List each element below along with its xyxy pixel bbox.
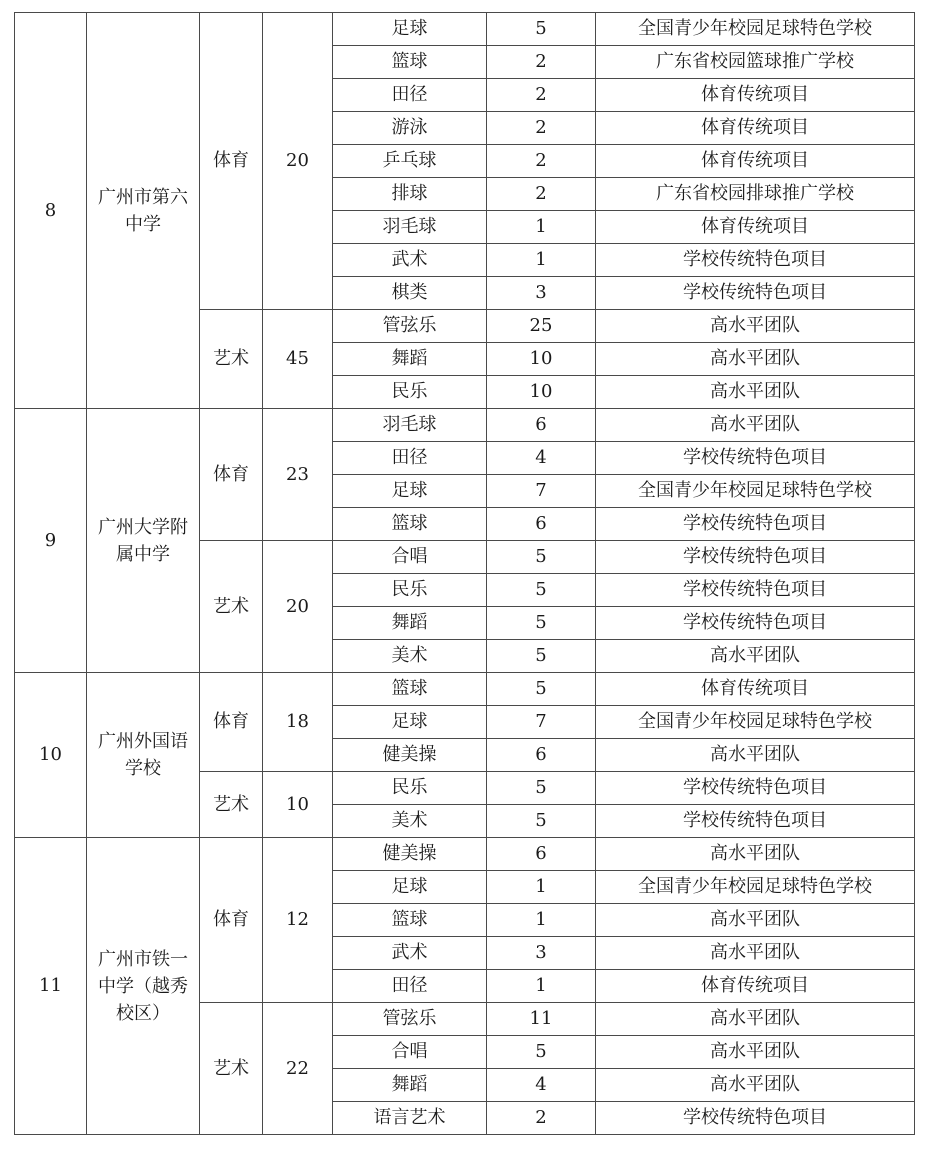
level-cell: 体育传统项目 xyxy=(596,673,915,706)
category-total-cell: 22 xyxy=(263,1003,333,1135)
project-cell: 合唱 xyxy=(333,541,487,574)
count-cell: 1 xyxy=(487,211,596,244)
category-total-cell: 12 xyxy=(263,838,333,1003)
project-cell: 健美操 xyxy=(333,838,487,871)
level-cell: 学校传统特色项目 xyxy=(596,1102,915,1135)
project-cell: 田径 xyxy=(333,970,487,1003)
count-cell: 5 xyxy=(487,673,596,706)
project-cell: 民乐 xyxy=(333,772,487,805)
count-cell: 6 xyxy=(487,409,596,442)
project-cell: 舞蹈 xyxy=(333,1069,487,1102)
level-cell: 高水平团队 xyxy=(596,409,915,442)
count-cell: 5 xyxy=(487,13,596,46)
category-cell: 体育 xyxy=(200,838,263,1003)
school-name-cell: 广州市铁一中学（越秀校区） xyxy=(87,838,200,1135)
level-cell: 体育传统项目 xyxy=(596,79,915,112)
category-cell: 艺术 xyxy=(200,1003,263,1135)
project-cell: 足球 xyxy=(333,13,487,46)
count-cell: 1 xyxy=(487,904,596,937)
count-cell: 1 xyxy=(487,244,596,277)
count-cell: 2 xyxy=(487,79,596,112)
project-cell: 羽毛球 xyxy=(333,409,487,442)
level-cell: 学校传统特色项目 xyxy=(596,277,915,310)
table-row xyxy=(15,409,915,442)
school-number-cell: 8 xyxy=(15,13,87,409)
table-body xyxy=(15,13,915,1135)
project-cell: 乒乓球 xyxy=(333,145,487,178)
level-cell: 体育传统项目 xyxy=(596,112,915,145)
school-number-cell: 10 xyxy=(15,673,87,838)
level-cell: 高水平团队 xyxy=(596,904,915,937)
project-cell: 武术 xyxy=(333,244,487,277)
category-cell: 艺术 xyxy=(200,310,263,409)
project-cell: 篮球 xyxy=(333,508,487,541)
project-cell: 田径 xyxy=(333,79,487,112)
level-cell: 高水平团队 xyxy=(596,343,915,376)
project-cell: 田径 xyxy=(333,442,487,475)
level-cell: 全国青少年校园足球特色学校 xyxy=(596,706,915,739)
count-cell: 10 xyxy=(487,343,596,376)
school-name-cell: 广州外国语学校 xyxy=(87,673,200,838)
count-cell: 10 xyxy=(487,376,596,409)
level-cell: 高水平团队 xyxy=(596,739,915,772)
count-cell: 7 xyxy=(487,475,596,508)
count-cell: 2 xyxy=(487,145,596,178)
level-cell: 高水平团队 xyxy=(596,1003,915,1036)
level-cell: 高水平团队 xyxy=(596,937,915,970)
level-cell: 体育传统项目 xyxy=(596,211,915,244)
project-cell: 管弦乐 xyxy=(333,1003,487,1036)
project-cell: 语言艺术 xyxy=(333,1102,487,1135)
count-cell: 4 xyxy=(487,1069,596,1102)
level-cell: 学校传统特色项目 xyxy=(596,805,915,838)
count-cell: 1 xyxy=(487,871,596,904)
level-cell: 高水平团队 xyxy=(596,376,915,409)
count-cell: 2 xyxy=(487,112,596,145)
level-cell: 全国青少年校园足球特色学校 xyxy=(596,475,915,508)
project-cell: 排球 xyxy=(333,178,487,211)
project-cell: 足球 xyxy=(333,871,487,904)
project-cell: 足球 xyxy=(333,706,487,739)
project-cell: 武术 xyxy=(333,937,487,970)
count-cell: 3 xyxy=(487,937,596,970)
project-cell: 民乐 xyxy=(333,574,487,607)
count-cell: 5 xyxy=(487,1036,596,1069)
level-cell: 学校传统特色项目 xyxy=(596,607,915,640)
level-cell: 广东省校园篮球推广学校 xyxy=(596,46,915,79)
project-cell: 羽毛球 xyxy=(333,211,487,244)
count-cell: 6 xyxy=(487,838,596,871)
count-cell: 6 xyxy=(487,508,596,541)
category-total-cell: 23 xyxy=(263,409,333,541)
project-cell: 篮球 xyxy=(333,904,487,937)
level-cell: 学校传统特色项目 xyxy=(596,574,915,607)
level-cell: 全国青少年校园足球特色学校 xyxy=(596,13,915,46)
count-cell: 6 xyxy=(487,739,596,772)
school-projects-table xyxy=(14,12,915,1135)
project-cell: 美术 xyxy=(333,805,487,838)
project-cell: 管弦乐 xyxy=(333,310,487,343)
level-cell: 学校传统特色项目 xyxy=(596,772,915,805)
category-cell: 体育 xyxy=(200,673,263,772)
count-cell: 5 xyxy=(487,805,596,838)
table-row xyxy=(15,673,915,706)
count-cell: 5 xyxy=(487,772,596,805)
category-cell: 艺术 xyxy=(200,541,263,673)
project-cell: 足球 xyxy=(333,475,487,508)
project-cell: 篮球 xyxy=(333,46,487,79)
school-name-cell: 广州市第六中学 xyxy=(87,13,200,409)
level-cell: 高水平团队 xyxy=(596,640,915,673)
count-cell: 25 xyxy=(487,310,596,343)
project-cell: 美术 xyxy=(333,640,487,673)
count-cell: 2 xyxy=(487,178,596,211)
level-cell: 高水平团队 xyxy=(596,838,915,871)
project-cell: 舞蹈 xyxy=(333,607,487,640)
project-cell: 合唱 xyxy=(333,1036,487,1069)
level-cell: 体育传统项目 xyxy=(596,145,915,178)
level-cell: 高水平团队 xyxy=(596,1069,915,1102)
category-cell: 体育 xyxy=(200,409,263,541)
category-total-cell: 20 xyxy=(263,541,333,673)
count-cell: 5 xyxy=(487,541,596,574)
count-cell: 5 xyxy=(487,574,596,607)
category-cell: 艺术 xyxy=(200,772,263,838)
count-cell: 4 xyxy=(487,442,596,475)
count-cell: 1 xyxy=(487,970,596,1003)
category-total-cell: 45 xyxy=(263,310,333,409)
project-cell: 棋类 xyxy=(333,277,487,310)
category-total-cell: 20 xyxy=(263,13,333,310)
school-number-cell: 9 xyxy=(15,409,87,673)
level-cell: 广东省校园排球推广学校 xyxy=(596,178,915,211)
category-cell: 体育 xyxy=(200,13,263,310)
count-cell: 2 xyxy=(487,1102,596,1135)
level-cell: 体育传统项目 xyxy=(596,970,915,1003)
category-total-cell: 10 xyxy=(263,772,333,838)
school-number-cell: 11 xyxy=(15,838,87,1135)
count-cell: 11 xyxy=(487,1003,596,1036)
category-total-cell: 18 xyxy=(263,673,333,772)
count-cell: 5 xyxy=(487,607,596,640)
project-cell: 舞蹈 xyxy=(333,343,487,376)
project-cell: 健美操 xyxy=(333,739,487,772)
table-row xyxy=(15,838,915,871)
count-cell: 2 xyxy=(487,46,596,79)
level-cell: 学校传统特色项目 xyxy=(596,508,915,541)
level-cell: 学校传统特色项目 xyxy=(596,244,915,277)
project-cell: 篮球 xyxy=(333,673,487,706)
level-cell: 学校传统特色项目 xyxy=(596,442,915,475)
project-cell: 民乐 xyxy=(333,376,487,409)
count-cell: 5 xyxy=(487,640,596,673)
level-cell: 全国青少年校园足球特色学校 xyxy=(596,871,915,904)
level-cell: 学校传统特色项目 xyxy=(596,541,915,574)
table-row xyxy=(15,13,915,46)
project-cell: 游泳 xyxy=(333,112,487,145)
level-cell: 高水平团队 xyxy=(596,1036,915,1069)
level-cell: 高水平团队 xyxy=(596,310,915,343)
school-name-cell: 广州大学附属中学 xyxy=(87,409,200,673)
count-cell: 3 xyxy=(487,277,596,310)
count-cell: 7 xyxy=(487,706,596,739)
